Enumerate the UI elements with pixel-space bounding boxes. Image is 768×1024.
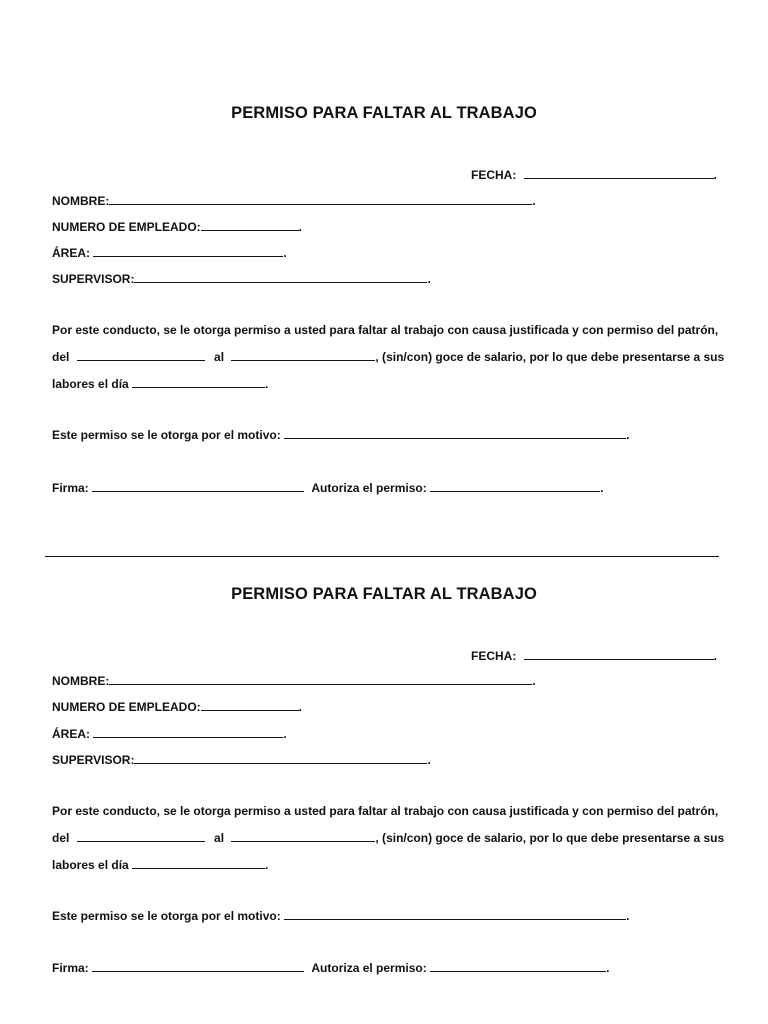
- del-label: del: [52, 350, 70, 364]
- autoriza-period: .: [600, 481, 604, 495]
- motivo-row: [52, 908, 629, 924]
- supervisor-row: [52, 752, 431, 768]
- al-label: al: [214, 350, 225, 364]
- al-date-field[interactable]: [231, 830, 375, 842]
- firma-field[interactable]: [92, 960, 304, 972]
- area-row: [52, 245, 287, 261]
- paragraph-line-3: [52, 857, 714, 873]
- goce-prefix: , (: [375, 831, 387, 845]
- autoriza-label: Autoriza el permiso:: [311, 481, 427, 495]
- supervisor-label: SUPERVISOR:: [52, 272, 135, 286]
- labores-period: .: [265, 858, 269, 872]
- nombre-row: [52, 673, 536, 689]
- area-field[interactable]: [93, 245, 283, 257]
- goce-prefix: , (: [375, 350, 387, 364]
- fecha-period: .: [713, 649, 718, 663]
- labores-label: labores el día: [52, 858, 129, 872]
- motivo-label: Este permiso se le otorga por el motivo:: [52, 909, 281, 923]
- empleado-field[interactable]: [201, 699, 299, 711]
- goce-suffix: ) goce de salario, por lo que debe presentarse a sus: [428, 831, 725, 845]
- empleado-row: [52, 219, 302, 235]
- empleado-period: .: [298, 220, 303, 234]
- supervisor-period: .: [427, 272, 431, 286]
- supervisor-field[interactable]: [134, 752, 427, 764]
- form-title: PERMISO PARA FALTAR AL TRABAJO: [231, 104, 537, 122]
- motivo-period: .: [626, 428, 630, 442]
- autoriza-period: .: [606, 961, 610, 975]
- empleado-label: NUMERO DE EMPLEADO:: [52, 700, 201, 714]
- motivo-field[interactable]: [284, 908, 626, 920]
- firma-row: [52, 960, 609, 976]
- motivo-field[interactable]: [284, 427, 626, 439]
- sin-con-label: sin/con: [386, 831, 429, 845]
- motivo-row: [52, 427, 629, 443]
- labores-date-field[interactable]: [132, 376, 265, 388]
- del-date-field[interactable]: [77, 830, 205, 842]
- area-period: .: [283, 246, 287, 260]
- supervisor-field[interactable]: [134, 271, 427, 283]
- empleado-period: .: [298, 700, 303, 714]
- supervisor-label: SUPERVISOR:: [52, 753, 135, 767]
- fecha-field[interactable]: [524, 167, 714, 179]
- area-row: [52, 726, 287, 742]
- fecha-field[interactable]: [524, 648, 714, 660]
- fecha-row: [471, 648, 717, 664]
- fecha-label: FECHA:: [471, 649, 517, 663]
- supervisor-period: .: [427, 753, 431, 767]
- paragraph-line-2: [52, 349, 725, 365]
- sin-con-label: sin/con: [386, 350, 429, 364]
- autoriza-field[interactable]: [430, 960, 606, 972]
- fecha-row: [471, 167, 717, 183]
- paragraph-line-1: Por este conducto, se le otorga permiso a usted para faltar al trabajo con causa justificada y con permiso del patrón,: [52, 323, 719, 337]
- labores-label: labores el día: [52, 377, 129, 391]
- del-label: del: [52, 831, 70, 845]
- empleado-field[interactable]: [201, 219, 299, 231]
- labores-period: .: [265, 377, 269, 391]
- paragraph-line-1: Por este conducto, se le otorga permiso a usted para faltar al trabajo con causa justificada y con permiso del patrón,: [52, 804, 719, 818]
- del-date-field[interactable]: [77, 349, 205, 361]
- area-field[interactable]: [93, 726, 283, 738]
- paragraph-line-3: [52, 376, 714, 392]
- nombre-period: .: [532, 194, 536, 208]
- al-label: al: [214, 831, 225, 845]
- motivo-period: .: [626, 909, 630, 923]
- labores-date-field[interactable]: [132, 857, 265, 869]
- motivo-label: Este permiso se le otorga por el motivo:: [52, 428, 281, 442]
- empleado-label: NUMERO DE EMPLEADO:: [52, 220, 201, 234]
- nombre-field[interactable]: [109, 193, 532, 205]
- firma-label: Firma:: [52, 481, 89, 495]
- paragraph-line-2: [52, 830, 725, 846]
- empleado-row: [52, 699, 302, 715]
- nombre-label: NOMBRE:: [52, 194, 110, 208]
- autoriza-label: Autoriza el permiso:: [311, 961, 427, 975]
- firma-label: Firma:: [52, 961, 89, 975]
- fecha-label: FECHA:: [471, 168, 517, 182]
- fecha-period: .: [713, 168, 718, 182]
- supervisor-row: [52, 271, 431, 287]
- area-label: ÁREA:: [52, 727, 90, 741]
- nombre-period: .: [532, 674, 536, 688]
- permission-form-2: [0, 481, 768, 975]
- goce-suffix: ) goce de salario, por lo que debe presentarse a sus: [428, 350, 725, 364]
- al-date-field[interactable]: [231, 349, 375, 361]
- permission-form-1: [0, 0, 768, 495]
- nombre-row: [52, 193, 536, 209]
- nombre-field[interactable]: [109, 673, 532, 685]
- nombre-label: NOMBRE:: [52, 674, 110, 688]
- area-label: ÁREA:: [52, 246, 90, 260]
- area-period: .: [283, 727, 287, 741]
- form-title: PERMISO PARA FALTAR AL TRABAJO: [231, 585, 537, 603]
